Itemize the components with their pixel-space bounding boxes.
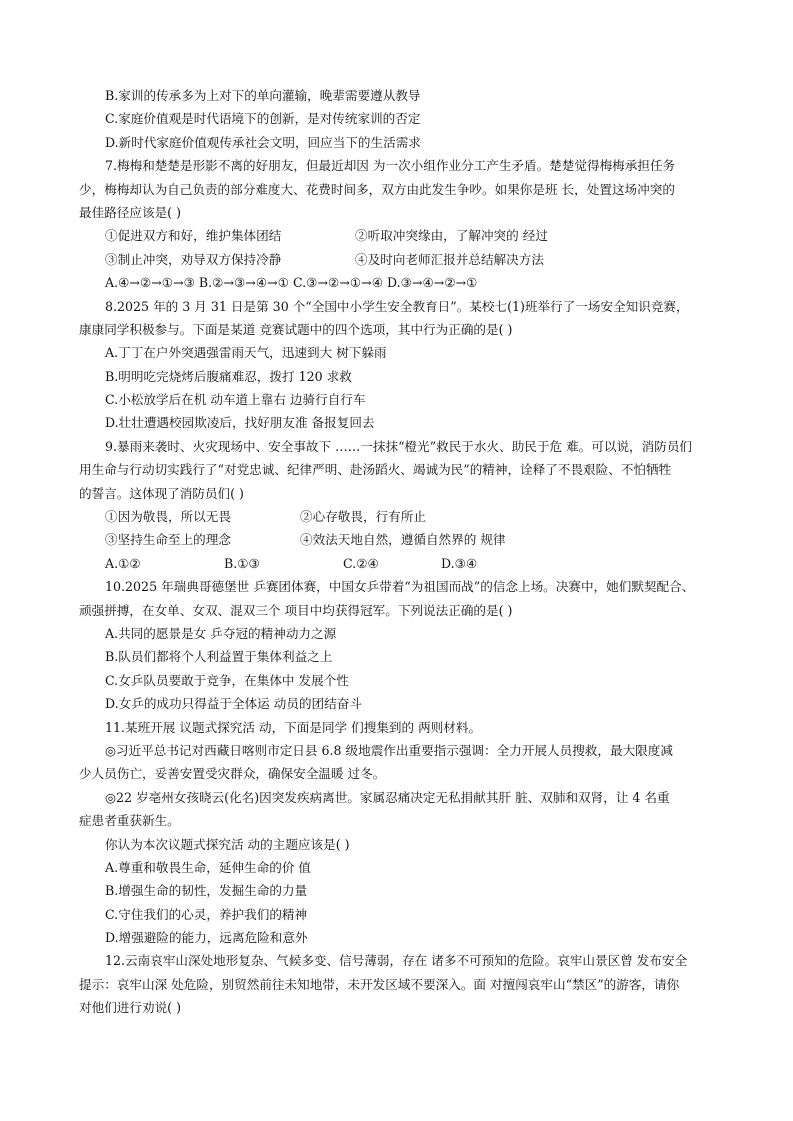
q7-statement-2: ②听取冲突缘由，了解冲突的 经过	[355, 228, 548, 244]
q8-option-b: B.明明吃完烧烤后腹痛难忍，拨打 120 求救	[105, 368, 352, 384]
q8-option-d: D.壮壮遭遇校园欺凌后，找好朋友准 备报复回去	[105, 415, 375, 431]
q12-stem-line-3: 对他们进行劝说( )	[79, 1000, 181, 1016]
q7-statement-3: ③制止冲突，劝导双方保持冷静	[105, 251, 282, 267]
q9-stem-line-1: 9.暴雨来袭时、火灾现场中、安全事故下 ……一抹抹“橙光”救民于水火、助民于危 难。可以说，消防员们	[105, 438, 693, 454]
q8-stem-line-1: 8.2025 年的 3 月 31 日是第 30 个“全国中小学生安全教育日”。某校七(1)班举行了一场安全知识竞赛，	[105, 298, 689, 314]
q12-stem-line-2: 提示：哀牢山深 处危险，别贸然前往未知地带，未开发区域不要深入。面 对擅闯哀牢山“禁区”的游客，请你	[79, 976, 680, 992]
q11-material-1-line-2: 少人员伤亡，妥善安置受灾群众，确保安全温暖 过冬。	[79, 766, 386, 782]
q11-material-2-line-1: ◎22 岁亳州女孩晓云(化名)因突发疾病离世。家属忍痛决定无私捐献其肝 脏、双肺和双肾，让 4 名重	[105, 789, 670, 805]
q12-stem-line-1: 12.云南哀牢山深处地形复杂、气候多变、信号薄弱，存在 诸多不可预知的危险。哀牢山景区曾 发布安全	[105, 953, 688, 969]
q9-statements-row-1	[105, 505, 715, 528]
q9-statement-1: ①因为敬畏，所以无畏	[105, 509, 231, 525]
q9-option-b: B.①③	[224, 555, 260, 571]
q7-statements-row-2	[105, 248, 715, 271]
q7-statement-4: ④及时向老师汇报并总结解决方法	[355, 251, 544, 267]
q9-statement-2: ②心存敬畏，行有所止	[300, 509, 426, 525]
q10-option-d: D.女乒的成功只得益于全体运 动员的团结奋斗	[105, 696, 362, 712]
q11-material-1-line-1: ◎习近平总书记对西藏日喀则市定日县 6.8 级地震作出重要指示强调：全力开展人员搜救，最大限度减	[105, 742, 673, 758]
question-list	[79, 84, 715, 1020]
q8-option-a: A.丁丁在户外突遇强雷雨天气，迅速到大 树下躲雨	[105, 345, 387, 361]
q11-question: 你认为本次议题式探究活 动的主题应该是( )	[105, 836, 350, 852]
q9-stem-line-2: 用生命与行动切实践行了“对党忠诚、纪律严明、赴汤蹈火、竭诚为民”的精神，诠释了不畏艰险、不怕牺牲	[79, 462, 672, 478]
q10-stem-line-1: 10.2025 年瑞典哥德堡世 乒赛团体赛，中国女乒带着“为祖国而战”的信念上场。决赛中，她们默契配合、	[105, 579, 695, 595]
q11-stem: 11.某班开展 议题式探究活 动，下面是同学 们搜集到的 两则材料。	[105, 719, 482, 735]
q6-option-c: C.家庭价值观是时代语境下的创新，是对传统家训的否定	[105, 111, 421, 127]
q9-option-d: D.③④	[441, 555, 478, 571]
q11-option-c: C.守住我们的心灵，养护我们的精神	[105, 906, 308, 922]
q11-option-a: A.尊重和敬畏生命，延伸生命的价 值	[105, 859, 312, 875]
q11-option-d: D.增强避险的能力，远离危险和意外	[105, 930, 308, 946]
q7-stem-line-2: 少，梅梅却认为自己负责的部分难度大、花费时间多，双方由此发生争吵。如果你是班 长，处置这场冲突的	[79, 181, 675, 197]
q10-option-c: C.女乒队员要敢于竞争，在集体中 发展个性	[105, 672, 349, 688]
q10-option-a: A.共同的愿景是女 乒夺冠的精神动力之源	[105, 625, 337, 641]
q8-option-c: C.小松放学后在机 动车道上靠右 边骑行自行车	[105, 392, 366, 408]
q8-stem-line-2: 康康同学积极参与。下面是某道 竞赛试题中的四个选项，其中行为正确的是( )	[79, 321, 513, 337]
q11-material-2-line-2: 症患者重获新生。	[79, 813, 180, 829]
q9-statements-row-2	[105, 528, 715, 551]
q7-statements-row-1	[105, 224, 715, 247]
q6-option-b: B.家训的传承多为上对下的单向灌输，晚辈需要遵从教导	[105, 88, 421, 103]
q9-statement-4: ④效法天地自然，遵循自然界的 规律	[300, 532, 506, 548]
q10-option-b: B.队员们都将个人利益置于集体利益之上	[105, 649, 333, 665]
q10-stem-line-2: 顽强拼搏，在女单、女双、混双三个 项目中均获得冠军。下列说法正确的是( )	[79, 602, 513, 618]
q7-stem-line-3: 最佳路径应该是( )	[79, 204, 181, 220]
q7-statement-1: ①促进双方和好，维护集体团结	[105, 228, 282, 244]
q11-option-b: B.增强生命的韧性，发掘生命的力量	[105, 883, 308, 899]
q9-statement-3: ③坚持生命至上的理念	[105, 532, 231, 548]
q9-option-a: A.①②	[105, 555, 141, 571]
q9-option-c: C.②④	[343, 555, 379, 571]
q7-stem-line-1: 7.梅梅和楚楚是形影不离的好朋友，但最近却因 为一次小组作业分工产生矛盾。楚楚觉得梅梅承担任务	[105, 158, 676, 174]
q7-options: A.④→②→①→③ B.②→③→④→① C.③→②→①→④ D.③→④→②→①	[105, 275, 478, 291]
q9-options-row	[105, 552, 715, 575]
q6-option-d: D.新时代家庭价值观传承社会文明，回应当下的生活需求	[105, 134, 421, 150]
q9-stem-line-3: 的誓言。这体现了消防员们( )	[79, 485, 244, 501]
